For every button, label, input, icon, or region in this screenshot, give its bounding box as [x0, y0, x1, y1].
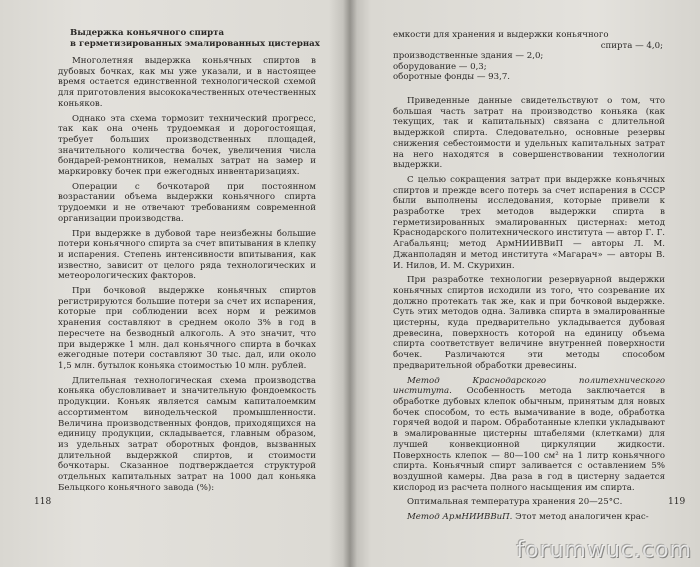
paragraph [393, 376, 665, 494]
paragraph: Многолетняя выдержка коньячных спиртов в дубовых бочках, как мы уже указали, и в настоящее время остается единственной технологической схемой для приготовления высококачественных отечественных коньяков. [58, 56, 316, 109]
left-body [58, 56, 316, 497]
paragraph: Однако эта схема тормозит технический прогресс, так как она очень трудоемкая и дорогостоящая, требует больших производственных площадей, значительного количества бочек, увеличения числа бондарей-ремонтников, немалых затрат на замер и маркировку бочек при ежегодных инвентаризациях. [58, 113, 316, 178]
section-heading [70, 28, 320, 50]
page-number: 119 [668, 497, 686, 507]
paragraph-text: Этот метод аналогичен крас- [512, 512, 649, 523]
heading-line-2: в герметизированных эмалированных цистернах [70, 39, 320, 49]
heading-line-1: Выдержка коньячного спирта [70, 28, 225, 38]
paragraph: Длительная технологическая схема производства коньяка обусловливает и значительную фондоемкость продукции. Коньяк является самым капиталоемким ассортиментом винодельческой промышленности. Величина производственных фондов, приходящихся на единицу продукции, складывается, главным образом, из удельных затрат оборотных фондов, вызванных длительной выдержкой спиртов, и стоимости бочкотары. Сказанное подтверждается структурой отдельных капитальных затрат на 1000 дал коньяка Бельцкого коньячного завода (%): [58, 375, 316, 493]
paragraph: При разработке технологии резервуарной выдержки коньячных спиртов исходили из того, что созревание их должно протекать так же, как и при бочковой выдержке. Суть этих методов одна. Заливка спирта в эмалированные цистерны, куда предварительно укладывается дубовая древесина, поверхность которой на единицу объема спирта соответствует величине внутренней поверхности бочек. Различаются эти методы способом предварительной обработки древесины. [393, 275, 665, 371]
paragraph: Операции с бочкотарой при постоянном возрастании объема выдержки коньячного спирта трудоемки и не отвечают требованиям современной организации производства. [58, 181, 316, 224]
list-line: емкости для хранения и выдержки коньячного [393, 30, 609, 40]
page-number: 118 [34, 497, 52, 507]
paragraph: Оптимальная температура хранения 20—25°С. [407, 497, 623, 508]
paragraph: Приведенные данные свидетельствуют о том, что большая часть затрат на производство коньяка (как текущих, так и капитальных) связана с длительной выдержкой спирта. Следовательно, основные резервы снижения себестоимости и удельных капитальных затрат на него находятся в совершенствовании технологии выдержки. [393, 96, 665, 171]
paragraph: С целью сокращения затрат при выдержке коньячных спиртов и прежде всего потерь за счет испарения в СССР были выполнены исследования, которые привели к разработке трех методов выдержки спирта в герметизированных эмалированных цистернах: метод Краснодарского политехнического института — автор Г. Г. Агабальянц; метод АрмНИИВВиП — авторы Л. М. Джанполадян и метод института «Магарач» — авторы В. И. Нилов, И. М. Скурихин. [393, 174, 665, 271]
right-body [393, 96, 665, 527]
left-page [0, 0, 345, 567]
right-page [355, 0, 700, 567]
paragraph: При бочковой выдержке коньячных спиртов регистрируются большие потери за счет их испарения, которые при соблюдении всех норм и режимов хранения составляют в среднем около 3% в год в пересчете на безводный алкоголь. А это значит, что при выдержке 1 млн. дал коньячного спирта в бочках ежегодные потери составляют 30 тыс. дал, или около 1,5 млн. бутылок коньяка стоимостью 10 млн. рублей. [58, 286, 316, 371]
watermark: forumwuc.com [516, 538, 692, 563]
paragraph: При выдержке в дубовой таре неизбежны большие потери коньячного спирта за счет впитывания в клепку и испарения. Степень интенсивности впитывания, как известно, зависит от целого ряда технологических и метеорологических факторов. [58, 228, 316, 282]
method-label: Метод Краснодарского политехнического института. [393, 375, 665, 397]
cost-structure-list [393, 30, 663, 83]
list-line: оборотные фонды — 93,7. [393, 72, 511, 83]
list-line: спирта — 4,0; [600, 40, 663, 51]
list-line: производственные здания — 2,0; [393, 51, 544, 62]
paragraph [393, 512, 665, 523]
paragraph-text: Особенность метода заключается в обработке дубовых клепок обычным, принятым для новых бочек способом, то есть вымачивание в воде, обработка горячей водой и паром. Обработанные клепки укладывают в эмалированные цистерны штабелями (клетками) для лучшей конвекционной циркуляции жидкости. Поверхность клепок — 80—100 см² на 1 литр коньячного спирта. Коньячный спирт заливается с оставлением 5% воздушной камеры. Два раза в год в цистерну задается кислород из расчета полного насыщения им спирта. [393, 386, 665, 493]
method-label: Метод АрмНИИВВиП. [407, 512, 513, 523]
list-line: оборудование — 0,3; [393, 61, 487, 72]
